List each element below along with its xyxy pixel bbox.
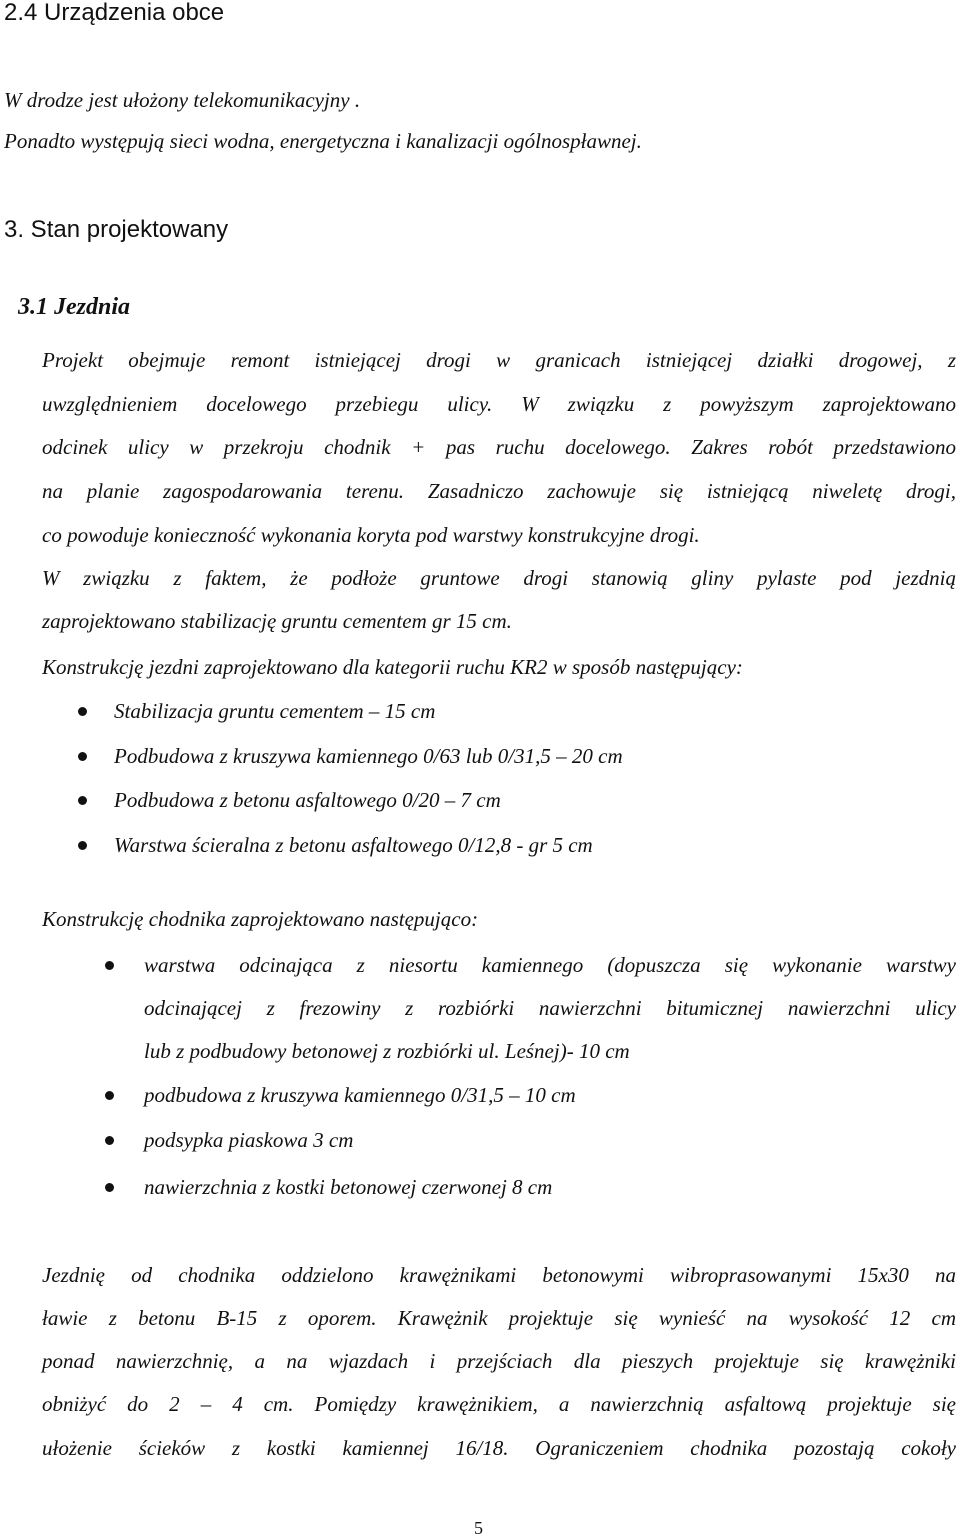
bullet-icon xyxy=(105,1091,114,1100)
sidewalk-layer-line: lub z podbudowy betonowej z rozbiórki ul. Leśnej)- 10 cm xyxy=(144,1039,630,1063)
bullet-icon xyxy=(78,752,87,761)
paragraph-line: na planie zagospodarowania terenu. Zasadniczo zachowuje się istniejącą niweletę drogi, xyxy=(42,479,956,503)
paragraph-line: co powoduje konieczność wykonania koryta pod warstwy konstrukcyjne drogi. xyxy=(42,523,700,547)
page-number: 5 xyxy=(474,1518,483,1538)
bullet-icon xyxy=(78,841,87,850)
sidewalk-layer-line: odcinającej z frezowiny z rozbiórki nawierzchni bitumicznej nawierzchni ulicy xyxy=(144,996,956,1020)
paragraph-line: Jezdnię od chodnika oddzielono krawężnikami betonowymi wibroprasowanymi 15x30 na xyxy=(42,1263,956,1287)
section-heading-2-4: 2.4 Urządzenia obce xyxy=(4,0,225,26)
utilities-line: Ponadto występują sieci wodna, energetyczna i kanalizacji ogólnospławnej. xyxy=(4,129,642,153)
bullet-icon xyxy=(78,707,87,716)
paragraph-line: Projekt obejmuje remont istniejącej drogi w granicach istniejącej działki drogowej, z xyxy=(42,348,956,372)
sidewalk-layer: nawierzchnia z kostki betonowej czerwonej 8 cm xyxy=(144,1175,553,1199)
roadway-layer: Warstwa ścieralna z betonu asfaltowego 0/12,8 - gr 5 cm xyxy=(114,833,593,857)
roadway-structure-intro: Konstrukcję jezdni zaprojektowano dla kategorii ruchu KR2 w sposób następujący: xyxy=(42,655,743,679)
bullet-icon xyxy=(105,1183,114,1192)
paragraph-line: W związku z faktem, że podłoże gruntowe drogi stanowią gliny pylaste pod jezdnią xyxy=(42,566,956,590)
roadway-layer: Stabilizacja gruntu cementem – 15 cm xyxy=(114,699,436,723)
sidewalk-layer: podsypka piaskowa 3 cm xyxy=(144,1128,354,1152)
sidewalk-structure-intro: Konstrukcję chodnika zaprojektowano następująco: xyxy=(42,907,479,931)
bullet-icon xyxy=(105,961,114,970)
roadway-layer: Podbudowa z kruszywa kamiennego 0/63 lub 0/31,5 – 20 cm xyxy=(114,744,623,768)
paragraph-line: uwzględnieniem docelowego przebiegu ulicy. W związku z powyższym zaprojektowano xyxy=(42,392,956,416)
paragraph-line: ławie z betonu B-15 z oporem. Krawężnik projektuje się wynieść na wysokość 12 cm xyxy=(42,1306,956,1330)
paragraph-line: zaprojektowano stabilizację gruntu cementem gr 15 cm. xyxy=(42,609,512,633)
bullet-icon xyxy=(105,1136,114,1145)
paragraph-line: ułożenie ścieków z kostki kamiennej 16/18. Ograniczeniem chodnika pozostają cokoły xyxy=(42,1436,956,1460)
bullet-icon xyxy=(78,796,87,805)
section-heading-3: 3. Stan projektowany xyxy=(4,216,229,243)
utilities-line: W drodze jest ułożony telekomunikacyjny . xyxy=(4,88,361,112)
sidewalk-layer: podbudowa z kruszywa kamiennego 0/31,5 – 10 cm xyxy=(144,1083,576,1107)
paragraph-line: ponad nawierzchnię, a na wjazdach i przejściach dla pieszych projektuje się krawężniki xyxy=(42,1349,956,1373)
sidewalk-layer-line: warstwa odcinająca z niesortu kamiennego (dopuszcza się wykonanie warstwy xyxy=(144,953,956,977)
roadway-layer: Podbudowa z betonu asfaltowego 0/20 – 7 cm xyxy=(114,788,501,812)
paragraph-line: obniżyć do 2 – 4 cm. Pomiędzy krawężnikiem, a nawierzchnią asfaltową projektuje się xyxy=(42,1392,956,1416)
section-heading-3-1: 3.1 Jezdnia xyxy=(18,294,131,320)
paragraph-line: odcinek ulicy w przekroju chodnik + pas ruchu docelowego. Zakres robót przedstawiono xyxy=(42,435,956,459)
